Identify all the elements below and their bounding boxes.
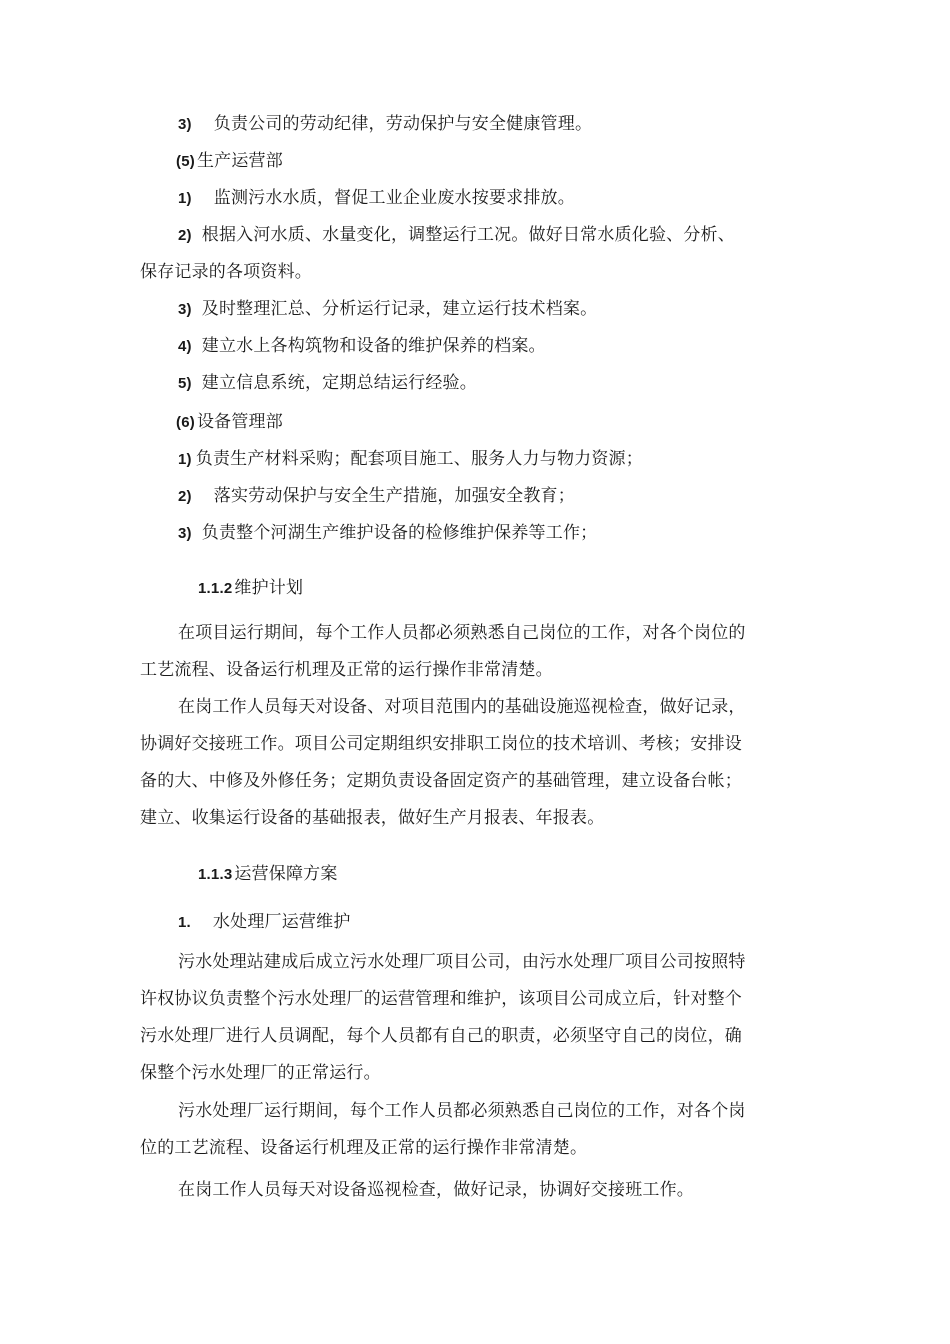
paragraph-line: 污水处理站建成后成立污水处理厂项目公司，由污水处理厂项目公司按照特: [178, 952, 746, 972]
list-item: [178, 449, 858, 470]
paragraph-line: 在岗工作人员每天对设备巡视检查，做好记录，协调好交接班工作。: [178, 1180, 694, 1200]
list-item-number: 4): [178, 338, 192, 355]
section-heading-maintenance-plan: [198, 578, 878, 599]
section-heading-equipment: [176, 412, 856, 433]
list-item-text: 监测污水水质，督促工业企业废水按要求排放。: [213, 188, 575, 208]
paragraph-line: 许权协议负责整个污水处理厂的运营管理和维护，该项目公司成立后，针对整个: [140, 989, 742, 1009]
paragraph-line: 工艺流程、设备运行机理及正常的运行操作非常清楚。: [140, 660, 553, 680]
list-item-text: 根据入河水质、水量变化，调整运行工况。做好日常水质化验、分析、: [201, 225, 735, 245]
heading-number: 1.1.3: [198, 866, 233, 883]
heading-text: 设备管理部: [196, 412, 283, 432]
list-item-text: 负责生产材料采购；配套项目施工、服务人力与物力资源；: [195, 449, 643, 469]
list-item-number: 3): [178, 525, 192, 542]
list-item-text: 建立水上各构筑物和设备的维护保养的档案。: [201, 336, 546, 356]
list-item-text: 落实劳动保护与安全生产措施，加强安全教育；: [213, 486, 575, 506]
paragraph-line: 保整个污水处理厂的正常运行。: [140, 1063, 381, 1083]
list-item-continuation: 保存记录的各项资料。: [140, 262, 312, 282]
list-item-number: 2): [178, 227, 192, 244]
paragraph-line: 在项目运行期间，每个工作人员都必须熟悉自己岗位的工作，对各个岗位的: [178, 623, 746, 643]
list-item: [178, 188, 858, 209]
paragraph-line: 在岗工作人员每天对设备、对项目范围内的基础设施巡视检查，做好记录，: [178, 697, 746, 717]
list-item-number: 3): [178, 301, 192, 318]
list-item-number: 3): [178, 116, 192, 133]
list-item: [178, 373, 858, 394]
heading-text: 生产运营部: [196, 151, 283, 171]
heading-text: 运营保障方案: [234, 864, 338, 884]
list-item-text: 建立信息系统，定期总结运行经验。: [201, 373, 477, 393]
paragraph-line: 污水处理厂运行期间，每个工作人员都必须熟悉自己岗位的工作，对各个岗: [178, 1101, 746, 1121]
list-item-number: 5): [178, 375, 192, 392]
list-item-text: 及时整理汇总、分析运行记录，建立运行技术档案。: [201, 299, 598, 319]
subsection-heading: [178, 912, 858, 933]
heading-text: 维护计划: [234, 578, 304, 598]
list-item-text: 负责公司的劳动纪律，劳动保护与安全健康管理。: [213, 114, 593, 134]
heading-number: 1.1.2: [198, 580, 233, 597]
list-item: [178, 486, 858, 507]
subsection-text: 水处理厂运营维护: [212, 912, 351, 932]
list-item: [178, 299, 858, 320]
subsection-number: 1.: [178, 914, 191, 931]
list-item: [178, 114, 858, 135]
paragraph-line: 位的工艺流程、设备运行机理及正常的运行操作非常清楚。: [140, 1138, 588, 1158]
list-item-text: 负责整个河湖生产维护设备的检修维护保养等工作；: [201, 523, 598, 543]
list-item: [178, 225, 858, 246]
section-heading-production: [176, 151, 856, 172]
paragraph-line: 备的大、中修及外修任务；定期负责设备固定资产的基础管理，建立设备台帐；: [140, 771, 742, 791]
list-item: [178, 336, 858, 357]
list-item: [178, 523, 858, 544]
heading-number: (6): [176, 414, 195, 431]
paragraph-line: 协调好交接班工作。项目公司定期组织安排职工岗位的技术培训、考核；安排设: [140, 734, 742, 754]
paragraph-line: 污水处理厂进行人员调配，每个人员都有自己的职责，必须坚守自己的岗位，确: [140, 1026, 742, 1046]
paragraph-line: 建立、收集运行设备的基础报表，做好生产月报表、年报表。: [140, 808, 605, 828]
list-item-number: 2): [178, 488, 192, 505]
heading-number: (5): [176, 153, 195, 170]
list-item-number: 1): [178, 190, 192, 207]
list-item-number: 1): [178, 451, 192, 468]
section-heading-operation-plan: [198, 864, 878, 885]
